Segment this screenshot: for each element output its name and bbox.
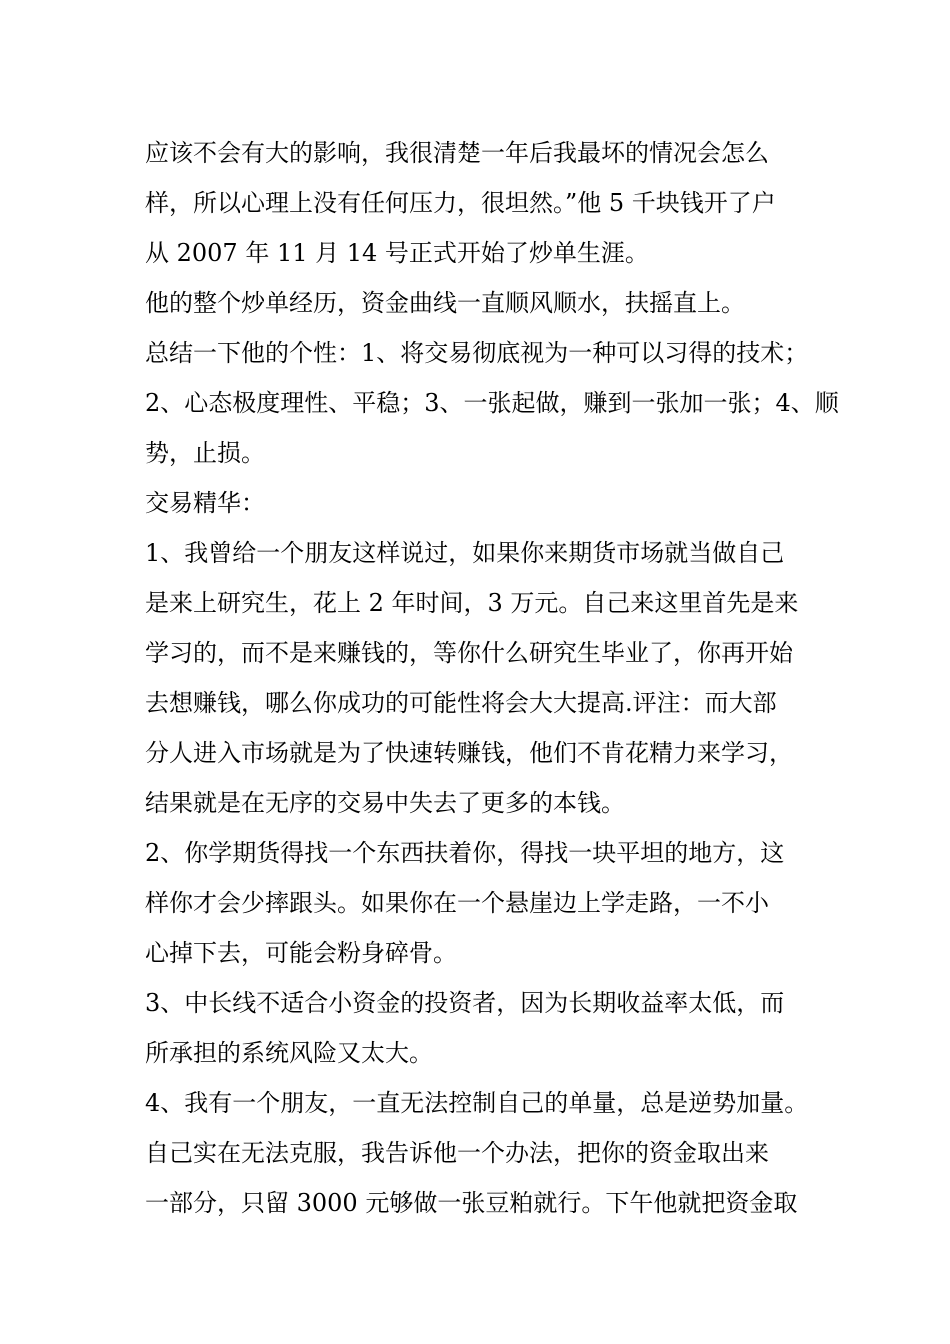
text-line: 3、中长线不适合小资金的投资者，因为长期收益率太低，而 [145,989,785,1017]
text-line: 势，止损。 [145,439,265,467]
text-line: 2、心态极度理性、平稳；3、一张起做，赚到一张加一张；4、顺 [145,389,839,417]
text-line: 自己实在无法克服，我告诉他一个办法，把你的资金取出来 [145,1139,769,1167]
text-line: 4、我有一个朋友，一直无法控制自己的单量，总是逆势加量。 [145,1089,809,1117]
text-line: 去想赚钱，哪么你成功的可能性将会大大提高.评注：而大部 [145,689,777,717]
text-line: 心掉下去，可能会粉身碎骨。 [145,939,457,967]
text-line: 是来上研究生，花上 2 年时间，3 万元。自己来这里首先是来 [145,589,799,617]
text-line: 2、你学期货得找一个东西扶着你，得找一块平坦的地方，这 [145,839,785,867]
text-line: 样你才会少摔跟头。如果你在一个悬崖边上学走路，一不小 [145,889,769,917]
text-line: 总结一下他的个性：1、将交易彻底视为一种可以习得的技术； [145,339,809,367]
text-line: 一部分，只留 3000 元够做一张豆粕就行。下午他就把资金取 [145,1189,798,1217]
document-body-text [145,128,839,1228]
text-line: 结果就是在无序的交易中失去了更多的本钱。 [145,789,625,817]
text-line: 样，所以心理上没有任何压力，很坦然。”他 5 千块钱开了户 [145,189,776,217]
text-line: 1、我曾给一个朋友这样说过，如果你来期货市场就当做自己 [145,539,785,567]
text-line: 分人进入市场就是为了快速转赚钱，他们不肯花精力来学习， [145,739,793,767]
text-line: 应该不会有大的影响，我很清楚一年后我最坏的情况会怎么 [145,139,769,167]
section-heading: 交易精华： [145,489,265,517]
text-line: 所承担的系统风险又太大。 [145,1039,433,1067]
text-line: 学习的，而不是来赚钱的，等你什么研究生毕业了，你再开始 [145,639,793,667]
text-line: 从 2007 年 11 月 14 号正式开始了炒单生涯。 [145,239,649,267]
text-line: 他的整个炒单经历，资金曲线一直顺风顺水，扶摇直上。 [145,289,745,317]
